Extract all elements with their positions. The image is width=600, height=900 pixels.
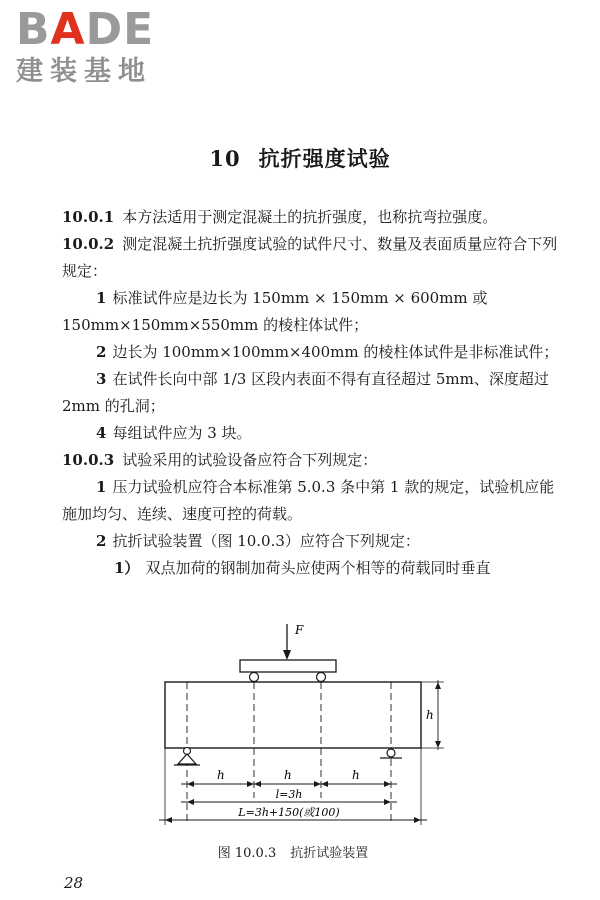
list-item (62, 339, 560, 366)
chapter-name: 抗折强度试验 (258, 146, 391, 171)
segment-arrow (321, 781, 328, 787)
support-roller-right (387, 749, 395, 757)
item-number: 3 (96, 370, 107, 388)
item-number: 1 (96, 289, 107, 307)
page-number: 28 (64, 874, 84, 892)
load-arrow-head (283, 650, 291, 660)
item-number: 2 (96, 532, 107, 550)
segment-arrow (187, 781, 194, 787)
figure-title: 抗折试验装置 (290, 846, 369, 861)
loading-roller-left (250, 673, 259, 682)
segment-label: h (284, 768, 292, 782)
segment-arrow (254, 781, 261, 787)
logo-subtitle: 建装基地 (16, 56, 152, 87)
bade-logo (16, 4, 155, 90)
item-text: 边长为 100mm×100mm×400mm 的棱柱体试件是非标准试件； (112, 343, 559, 361)
item-text: 双点加荷的钢制加荷头应使两个相等的荷载同时垂直 (145, 559, 491, 577)
list-item (62, 366, 560, 420)
span-arrow-right (384, 799, 391, 805)
length-arrow-left (165, 817, 172, 823)
sub-list-item (62, 555, 560, 582)
figure-caption (0, 842, 600, 861)
item-text: 抗折试验装置（图 10.0.3）应符合下列规定： (112, 532, 420, 550)
logo-letters-de: DE (85, 4, 155, 55)
item-number: 1） (114, 559, 140, 577)
clause-text: 试验采用的试验设备应符合下列规定： (122, 451, 378, 469)
span-label: l=3h (275, 788, 303, 801)
item-number: 1 (96, 478, 107, 496)
list-item (62, 285, 560, 339)
logo-letter-a: A (50, 4, 86, 55)
segment-label: h (217, 768, 225, 782)
fixed-support-left (178, 754, 196, 764)
height-arrow-top (435, 682, 441, 689)
clause-text: 本方法适用于测定混凝土的抗折强度，也称抗弯拉强度。 (122, 208, 498, 226)
clause-text: 测定混凝土抗折强度试验的试件尺寸、数量及表面质量应符合下列规定： (62, 235, 558, 280)
item-number: 4 (96, 424, 107, 442)
chapter-number: 10 (209, 146, 241, 171)
loading-roller-right (317, 673, 326, 682)
item-text: 标准试件应是边长为 150mm × 150mm × 600mm 或 150mm×150mm×550mm 的棱柱体试件； (62, 289, 488, 334)
logo-wordmark (16, 4, 155, 55)
length-label: L=3h+150(或100) (238, 806, 340, 819)
segment-arrow (247, 781, 254, 787)
segment-arrow (384, 781, 391, 787)
chapter-title (0, 143, 600, 173)
item-text: 每组试件应为 3 块。 (112, 424, 252, 442)
list-item (62, 528, 560, 555)
flexural-test-diagram (150, 618, 450, 833)
clause-number: 10.0.2 (62, 235, 115, 253)
clause-10-0-3 (62, 447, 560, 474)
clause-number: 10.0.3 (62, 451, 115, 469)
item-text: 压力试验机应符合本标准第 5.0.3 条中第 1 款的规定，试验机应能施加均匀、连续、速度可控的荷载。 (62, 478, 555, 523)
clause-10-0-1 (62, 204, 560, 231)
height-arrow-bottom (435, 741, 441, 748)
specimen-block (165, 682, 421, 748)
force-label: F (295, 623, 304, 637)
body-text (62, 204, 560, 582)
segment-label: h (352, 768, 360, 782)
height-label: h (426, 708, 434, 722)
loading-head-beam (240, 660, 336, 672)
clause-10-0-2 (62, 231, 560, 285)
logo-letter-b: B (16, 4, 51, 55)
figure-number: 图 10.0.3 (217, 846, 277, 861)
list-item (62, 474, 560, 528)
length-arrow-right (414, 817, 421, 823)
item-number: 2 (96, 343, 107, 361)
clause-number: 10.0.1 (62, 208, 115, 226)
segment-arrow (314, 781, 321, 787)
span-arrow-left (187, 799, 194, 805)
list-item (62, 420, 560, 447)
item-text: 在试件长向中部 1/3 区段内表面不得有直径超过 5mm、深度超过 2mm 的孔洞； (62, 370, 549, 415)
